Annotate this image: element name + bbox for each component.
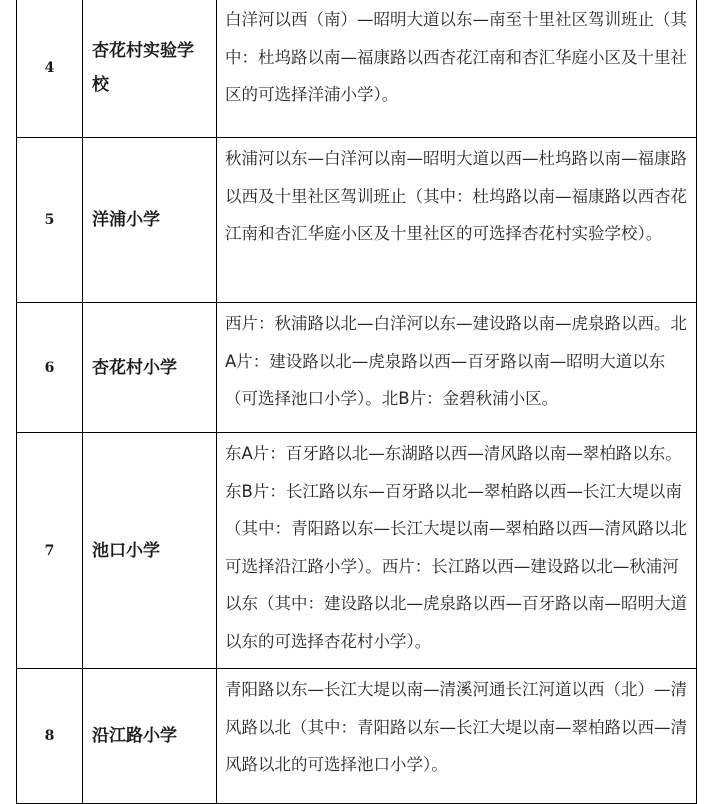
district-area-text: 西片：秋浦路以北—白洋河以东—建设路以南—虎泉路以西。北A片：建设路以北—虎泉路以西—百牙路以南—昭明大道以东（可选择池口小学）。北B片：金碧秋浦小区。 [225,314,687,408]
row-number: 6 [17,303,83,433]
row-number: 5 [17,138,83,303]
table-row [17,303,697,433]
school-name: 沿江路小学 [83,669,217,804]
district-area-cell [217,0,697,138]
school-name: 洋浦小学 [83,138,217,303]
row-number: 4 [17,0,83,138]
district-area-text: 东A片：百牙路以北—东湖路以西—清风路以南—翠柏路以东。东B片：长江路以东—百牙路以北—翠柏路以西—长江大堤以南（其中：青阳路以东—长江大堤以南—翠柏路以西—清风路以北可选择沿江路小学）。西片：长江路以西—建设路以北—秋浦河以东（其中：建设路以北—虎泉路以西—百牙路以南—昭明大道以东的可选择杏花村小学）。 [225,444,687,651]
table-row [17,138,697,303]
district-area-cell [217,669,697,804]
school-district-table [16,0,697,804]
school-name: 杏花村实验学校 [83,0,217,138]
school-name: 杏花村小学 [83,303,217,433]
row-number: 8 [17,669,83,804]
district-area-text: 白洋河以西（南）—昭明大道以东—南至十里社区驾训班止（其中：杜坞路以南—福康路以西杏花江南和杏汇华庭小区及十里社区的可选择洋浦小学）。 [225,10,687,104]
table-row [17,669,697,804]
table-row [17,0,697,138]
district-area-cell [217,138,697,303]
district-area-text: 青阳路以东—长江大堤以南—清溪河通长江河道以西（北）—清风路以北（其中：青阳路以东—长江大堤以南—翠柏路以西—清风路以北的可选择池口小学）。 [225,680,687,774]
table-row [17,433,697,669]
district-area-text: 秋浦河以东—白洋河以南—昭明大道以西—杜坞路以南—福康路以西及十里社区驾训班止（其中：杜坞路以南—福康路以西杏花江南和杏汇华庭小区及十里社区的可选择杏花村实验学校）。 [225,149,687,243]
school-name: 池口小学 [83,433,217,669]
district-area-cell [217,303,697,433]
district-area-cell [217,433,697,669]
row-number: 7 [17,433,83,669]
